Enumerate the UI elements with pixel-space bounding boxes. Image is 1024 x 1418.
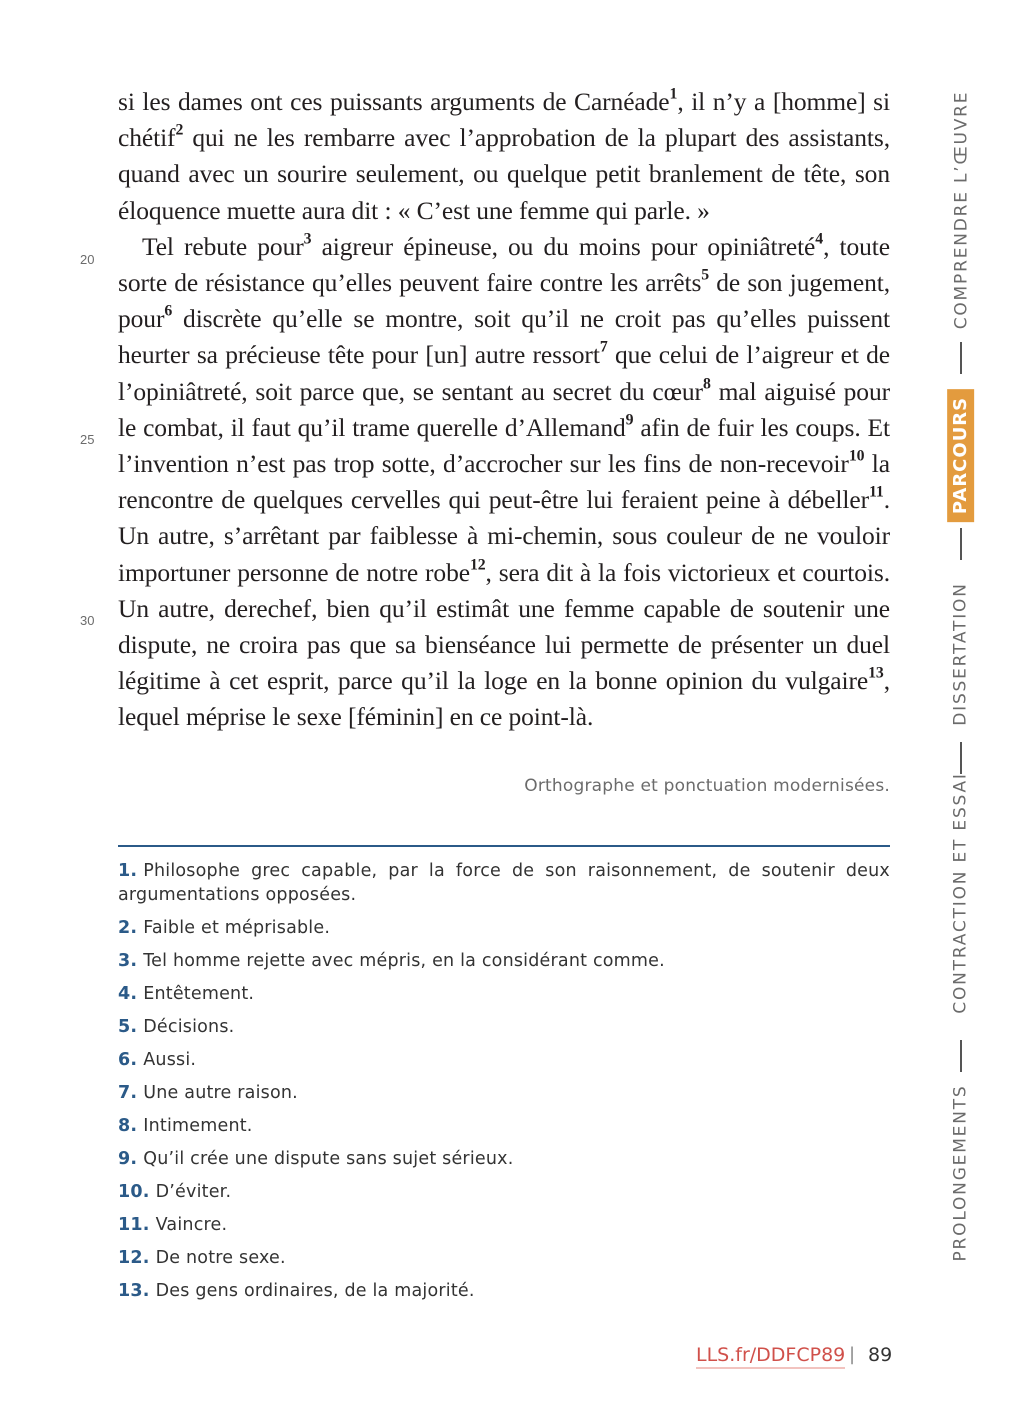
footnote-ref[interactable]: 13 (868, 664, 884, 682)
tab-label: PROLONGEMENTS (951, 1084, 971, 1262)
footnote-number: 9. (118, 1149, 138, 1169)
section-nav (936, 80, 986, 1270)
tab-label: DISSERTATION (951, 582, 972, 726)
tab-divider (960, 1040, 962, 1072)
footnote-number: 8. (118, 1116, 138, 1136)
text-span: la rencontre de quelques cervelles qui peut-être lui feraient peine à débeller (118, 449, 890, 515)
tab-prolongements[interactable] (936, 1076, 986, 1270)
footnote-item (118, 1015, 890, 1039)
footnote-text: Décisions. (143, 1017, 235, 1037)
footnote-number: 13. (118, 1281, 150, 1301)
text-span: discrète qu’elle se montre, soit qu’il ne croit pas qu’elles puissent heurter sa précieuse tête pour [un] autre ressort (118, 304, 890, 370)
tab-comprendre-oeuvre[interactable] (936, 80, 986, 340)
footnote-item (118, 1147, 890, 1171)
footnote-item (118, 1213, 890, 1237)
footnote-number: 10. (118, 1182, 150, 1202)
footnote-ref[interactable]: 11 (868, 483, 884, 501)
footnote-number: 7. (118, 1083, 138, 1103)
tab-label: CONTRACTION ET ESSAI (951, 772, 972, 1014)
footnote-number: 1. (118, 861, 138, 881)
footnote-number: 5. (118, 1017, 138, 1037)
line-number: 30 (80, 613, 95, 628)
text-span: , toute sorte de résistance qu’elles peuvent faire contre les arrêts (118, 231, 890, 298)
footnote-ref[interactable]: 5 (701, 266, 710, 284)
footnote-item (118, 1279, 890, 1303)
text-span: , sera dit à la fois victorieux et courtois. Un autre, derechef, bien qu’il estimât une femme capable de soutenir une dispute, ne croira pas que sa bienséance lui permette de présenter un duel légitime à cet esprit, parce qu’il la loge en la bonne opinion du vulgaire (118, 557, 890, 696)
text-span: mal aiguisé pour le combat, il faut qu’il trame querelle d’Allemand (118, 376, 890, 442)
footnote-ref[interactable]: 4 (815, 230, 824, 248)
footnote-item (118, 1180, 890, 1204)
paragraph-2 (118, 229, 890, 736)
resource-link[interactable]: LLS.fr/DDFCP89 (696, 1343, 845, 1369)
footnote-number: 3. (118, 951, 138, 971)
footnote-item (118, 982, 890, 1006)
footnote-item (118, 1114, 890, 1138)
footnote-text: Une autre raison. (143, 1083, 298, 1103)
footnote-ref[interactable]: 6 (164, 302, 173, 320)
footnote-number: 6. (118, 1050, 138, 1070)
tab-divider (960, 742, 962, 774)
footnote-text: Qu’il crée une dispute sans sujet sérieux. (143, 1149, 514, 1169)
footnote-ref[interactable]: 8 (702, 375, 711, 393)
source-note: Orthographe et ponctuation modernisées. (524, 776, 890, 796)
footnote-text: Tel homme rejette avec mépris, en la considérant comme. (143, 951, 665, 971)
tab-label: PARCOURS (948, 388, 975, 521)
text-span: , lequel méprise le sexe [féminin] en ce point-là. (118, 666, 890, 732)
footnote-number: 2. (118, 918, 138, 938)
tab-label: COMPRENDRE L’ŒUVRE (951, 90, 972, 330)
footnote-text: Aussi. (143, 1050, 197, 1070)
footnote-divider (118, 845, 890, 847)
text-span: qui ne les rembarre avec l’approbation de la plupart des assistants, quand avec un sourire seulement, ou quelque petit branlement de tête, son éloquence muette aura dit : « C’est une femme qui parle. » (118, 123, 890, 225)
footnote-ref[interactable]: 2 (175, 121, 184, 139)
text-span: , il n’y a [homme] si chétif (118, 87, 890, 153)
footnote-ref[interactable]: 9 (625, 411, 634, 429)
footnote-text: Vaincre. (155, 1215, 228, 1235)
footnote-item (118, 1081, 890, 1105)
text-span: Tel rebute pour (142, 231, 304, 261)
tab-divider (960, 342, 962, 374)
footer-separator: | (849, 1344, 856, 1365)
footnote-text: Faible et méprisable. (143, 918, 331, 938)
footnote-item (118, 949, 890, 973)
text-span: . Un autre, s’arrêtant par faiblesse à mi-chemin, sous couleur de ne vouloir importuner personne de notre robe (118, 485, 890, 587)
footnote-ref[interactable]: 1 (669, 85, 678, 103)
footnote-ref[interactable]: 12 (469, 556, 486, 574)
footnote-ref[interactable]: 7 (599, 339, 608, 357)
footnote-number: 11. (118, 1215, 150, 1235)
footnotes-list (118, 859, 890, 1312)
line-number: 20 (80, 252, 95, 267)
footnote-text: De notre sexe. (155, 1248, 286, 1268)
footnote-text: Philosophe grec capable, par la force de son raisonnement, de soutenir deux argumentations opposées. (118, 861, 890, 905)
footnote-item (118, 1246, 890, 1270)
line-number: 25 (80, 432, 95, 447)
page-number: 89 (868, 1344, 893, 1366)
footnote-number: 12. (118, 1248, 150, 1268)
footnote-item (118, 916, 890, 940)
footnote-text: Intimement. (143, 1116, 253, 1136)
text-span: afin de fuir les coups. Et l’invention n’est pas trop sotte, d’accrocher sur les fins de non-recevoir (118, 412, 890, 479)
footnote-ref[interactable]: 10 (848, 447, 865, 465)
tab-divider (960, 528, 962, 560)
footnote-text: D’éviter. (155, 1182, 232, 1202)
tab-parcours[interactable] (936, 380, 986, 530)
text-span: de son jugement, pour (118, 268, 890, 334)
text-span: aigreur épineuse, ou du moins pour opiniâtreté (311, 231, 816, 261)
main-text (118, 84, 890, 736)
tab-dissertation[interactable] (936, 564, 986, 744)
text-span: que celui de l’aigreur et de l’opiniâtreté, soit parce que, se sentant au secret du cœur (118, 340, 891, 406)
text-span: si les dames ont ces puissants arguments de Carnéade (118, 87, 670, 116)
footnote-ref[interactable]: 3 (303, 230, 312, 248)
paragraph-1 (118, 84, 890, 229)
footnote-number: 4. (118, 984, 138, 1004)
tab-contraction-essai[interactable] (936, 772, 986, 1014)
footnote-text: Entêtement. (143, 984, 255, 1004)
footnote-text: Des gens ordinaires, de la majorité. (155, 1281, 475, 1301)
footnote-item (118, 859, 890, 907)
footnote-item (118, 1048, 890, 1072)
